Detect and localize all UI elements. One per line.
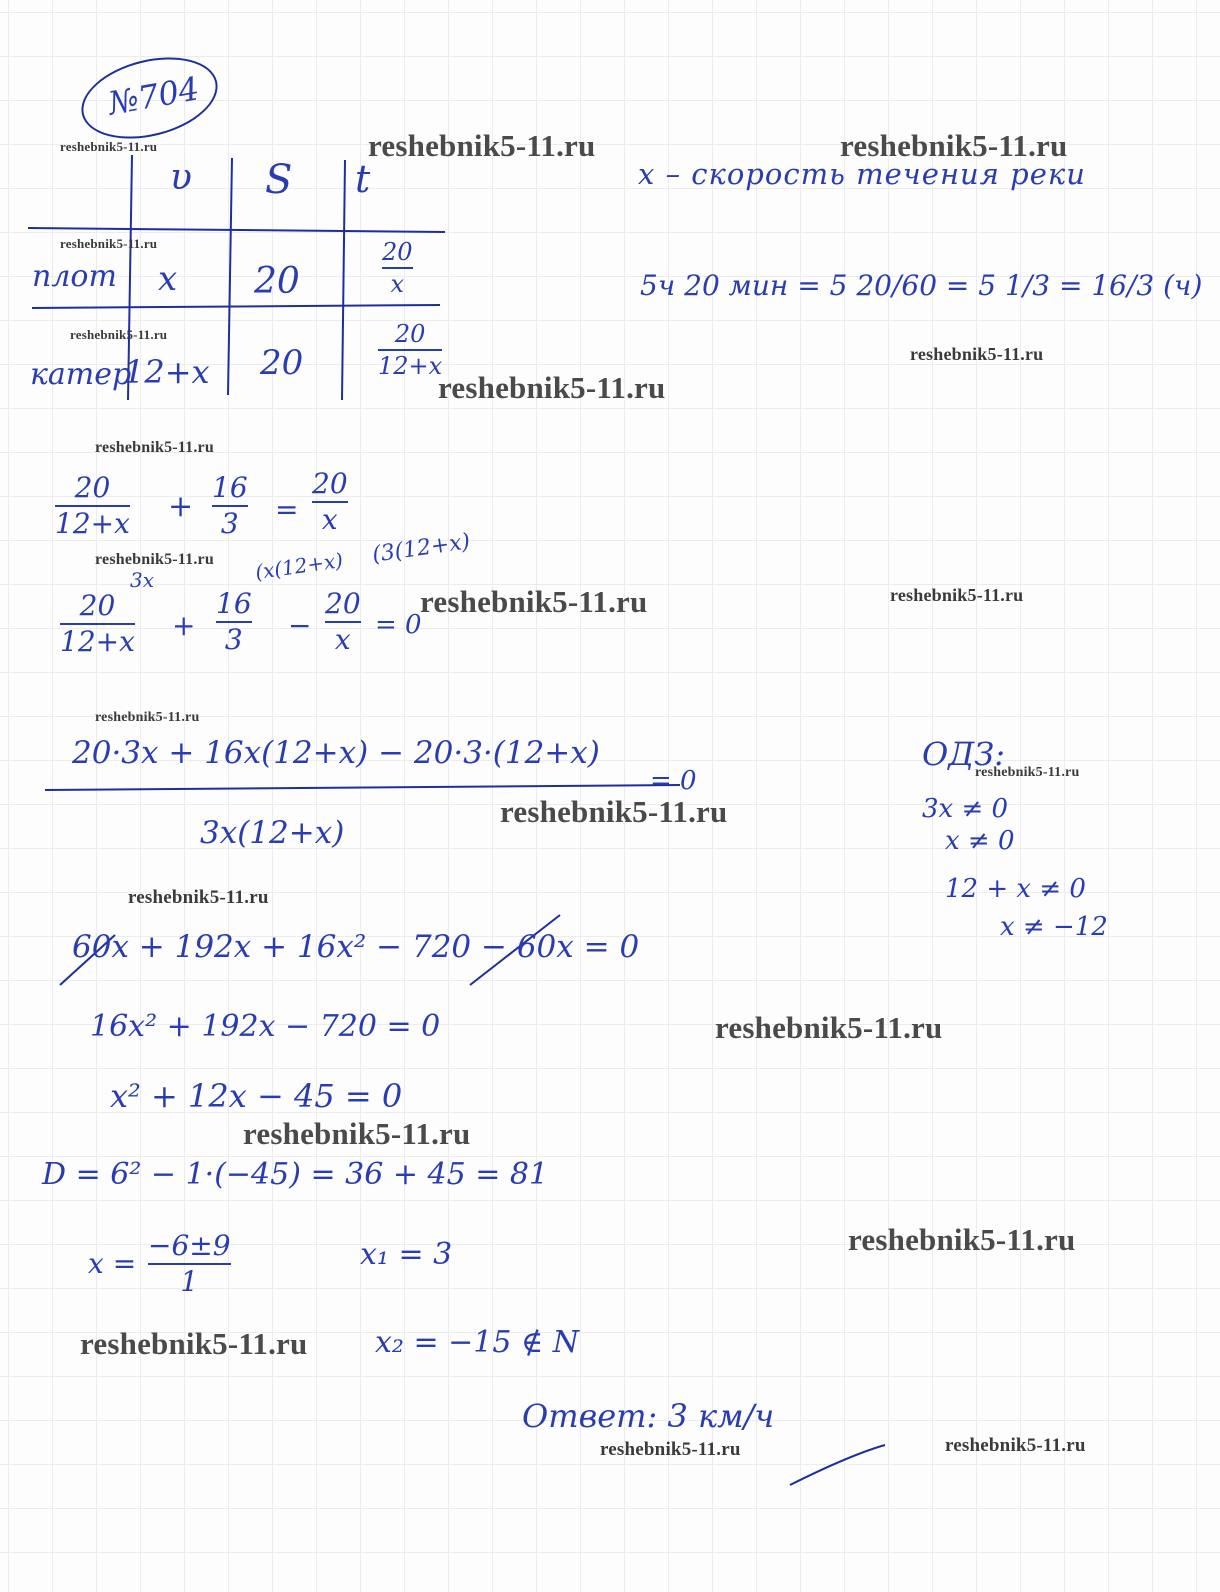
watermark: reshebnik5-11.ru: [128, 887, 269, 908]
variable-definition: x – скорость течения реки: [638, 157, 1086, 191]
numerator: −6±9: [148, 1229, 231, 1262]
table-header-velocity: υ: [170, 157, 192, 198]
table-header-distance: S: [265, 157, 293, 203]
watermark: reshebnik5-11.ru: [945, 1435, 1086, 1456]
denominator: 12+x: [378, 352, 443, 380]
watermark: reshebnik5-11.ru: [243, 1116, 471, 1151]
watermark: reshebnik5-11.ru: [420, 584, 648, 619]
table-header-time: t: [355, 157, 371, 201]
watermark: reshebnik5-11.ru: [840, 128, 1068, 163]
step-discriminant: D = 6² − 1·(−45) = 36 + 45 = 81: [42, 1157, 549, 1192]
denominator: 3: [220, 507, 239, 540]
time-conversion: 5ч 20 мин = 5 20/60 = 5 1/3 = 16/3 (ч): [640, 269, 1203, 302]
denominator: x: [334, 623, 351, 656]
eq1-term-c: [312, 467, 348, 536]
eq3-denominator: 3x(12+x): [200, 815, 345, 851]
eq2-mult-b: (x(12+x): [253, 547, 345, 585]
roots-formula: [148, 1229, 231, 1298]
numerator: 16: [212, 471, 248, 504]
problem-number: №704: [105, 69, 202, 123]
eq2-term-b: [216, 587, 252, 656]
watermark: reshebnik5-11.ru: [500, 794, 728, 829]
watermark: reshebnik5-11.ru: [890, 585, 1024, 605]
root-x1: x₁ = 3: [360, 1237, 453, 1272]
watermark: reshebnik5-11.ru: [95, 551, 214, 568]
watermark: reshebnik5-11.ru: [60, 236, 158, 251]
odz-line-2: x ≠ 0: [945, 826, 1015, 856]
table-row-raft-time: [382, 240, 413, 296]
eq2-term-c: [325, 587, 361, 656]
eq2-term-a: [60, 589, 135, 658]
numerator: 20: [382, 238, 413, 266]
table-row-raft-distance: 20: [254, 261, 300, 302]
watermark: reshebnik5-11.ru: [80, 1326, 308, 1361]
denominator: 3: [224, 623, 243, 656]
denominator: x: [390, 270, 405, 298]
watermark: reshebnik5-11.ru: [910, 344, 1044, 364]
eq1-term-b: [212, 471, 248, 540]
answer: Ответ: 3 км/ч: [522, 1397, 775, 1435]
eq2-op1: +: [172, 609, 196, 642]
watermark: reshebnik5-11.ru: [368, 128, 596, 163]
eq1-op1: +: [168, 489, 194, 524]
watermark: reshebnik5-11.ru: [715, 1010, 943, 1045]
table-row-boat-time: [378, 322, 442, 378]
watermark: reshebnik5-11.ru: [438, 370, 666, 405]
denominator: 12+x: [55, 507, 130, 540]
odz-title: ОДЗ:: [922, 735, 1005, 773]
odz-line-3: 12 + x ≠ 0: [945, 874, 1086, 904]
numerator: 20: [79, 589, 116, 622]
root-x2: x₂ = −15 ∉ N: [375, 1325, 579, 1360]
numerator: 16: [216, 587, 252, 620]
odz-line-4: x ≠ −12: [1000, 912, 1108, 942]
eq1-term-a: [55, 471, 130, 540]
step-quadratic: 16x² + 192x − 720 = 0: [90, 1009, 441, 1044]
eq3-numerator: 20·3x + 16x(12+x) − 20·3·(12+x): [72, 735, 600, 771]
eq2-rhs: = 0: [375, 610, 422, 640]
watermark: reshebnik5-11.ru: [95, 439, 214, 456]
numerator: 20: [325, 587, 361, 620]
numerator: 20: [74, 471, 111, 504]
step-reduced: x² + 12x − 45 = 0: [110, 1077, 403, 1115]
eq2-op2: −: [288, 609, 312, 642]
watermark: reshebnik5-11.ru: [975, 765, 1080, 780]
eq2-mult-c: (3(12+x): [370, 529, 472, 568]
table-row-raft-speed: x: [158, 259, 178, 299]
roots-x-label: x =: [88, 1247, 137, 1280]
eq2-mult-a: 3x: [130, 568, 155, 592]
table-row-boat-label: катер: [30, 357, 132, 392]
watermark: reshebnik5-11.ru: [848, 1222, 1076, 1257]
table-row-boat-speed: 12+x: [124, 353, 210, 391]
numerator: 20: [312, 467, 348, 500]
numerator: 20: [394, 320, 426, 348]
watermark: reshebnik5-11.ru: [60, 139, 158, 154]
odz-line-1: 3x ≠ 0: [922, 794, 1009, 824]
watermark: reshebnik5-11.ru: [70, 327, 168, 342]
step-expand: 60x + 192x + 16x² − 720 − 60x = 0: [72, 929, 640, 965]
denominator: 1: [180, 1265, 199, 1298]
watermark: reshebnik5-11.ru: [600, 1439, 741, 1460]
table-row-boat-distance: 20: [260, 343, 304, 383]
denominator: x: [321, 503, 338, 536]
watermark: reshebnik5-11.ru: [95, 710, 200, 725]
eq3-rhs: = 0: [650, 766, 697, 796]
table-row-raft-label: плот: [32, 259, 117, 294]
eq1-op2: =: [275, 493, 299, 526]
denominator: 12+x: [60, 625, 135, 658]
